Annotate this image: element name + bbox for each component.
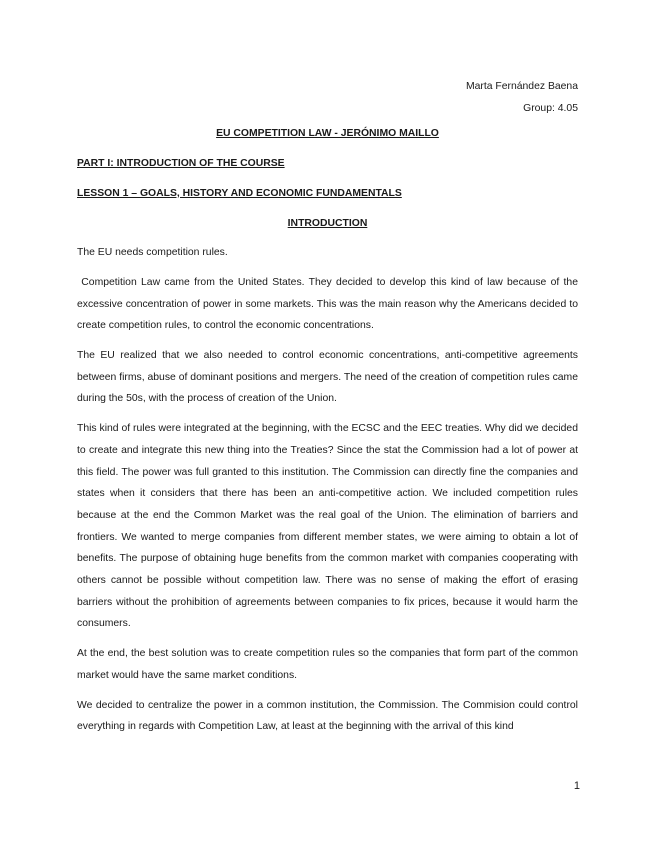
paragraph: This kind of rules were integrated at the beginning, with the ECSC and the EEC treaties. Why did we decided to create and integrate this new thing into the Treaties? Since the stat the Commission had a lot of power at this field. The power was full granted to this institution. The Commission can directly fine the companies and states when it considers that there has been an anti-competitive action. We included competition rules because at the end the Common Market was the real goal of the Union. The elimination of barriers and frontiers. We wanted to merge companies from different member states, we were aiming to obtain a lot of benefits. The purpose of obtaining huge benefits from the common market with companies cooperating with others cannot be possible without competition law. There was no sense of making the effort of erasing barriers without the prohibition of agreements between companies to fix prices, because it would harm the consumers.: [77, 423, 578, 630]
group-label: Group: 4.05: [523, 102, 578, 114]
lesson-heading: LESSON 1 – GOALS, HISTORY AND ECONOMIC FUNDAMENTALS: [77, 187, 402, 199]
paragraph: The EU needs competition rules.: [77, 247, 228, 259]
paragraph: At the end, the best solution was to create competition rules so the companies that form part of the common market would have the same market conditions.: [77, 648, 578, 681]
paragraph: We decided to centralize the power in a common institution, the Commission. The Commision could control everything in regards with Competition Law, at least at the beginning with the arrival of this kind: [77, 699, 578, 733]
page-number: 1: [573, 780, 580, 792]
paragraph: The EU realized that we also needed to control economic concentrations, anti-competitive agreements between firms, abuse of dominant positions and mergers. The need of the creation of competition rules came during the 50s, with the process of creation of the Union.: [77, 350, 578, 405]
paragraph: Competition Law came from the United States. They decided to develop this kind of law because of the excessive concentration of power in some markets. This was the main reason why the Americans decided to create competition rules, to control the economic concentrations.: [77, 276, 578, 332]
page-content: [77, 76, 578, 746]
document-title: EU COMPETITION LAW - JERÓNIMO MAILLO: [216, 128, 439, 140]
part-heading: PART I: INTRODUCTION OF THE COURSE: [77, 158, 285, 170]
author-name: Marta Fernández Baena: [465, 81, 578, 92]
section-heading: INTRODUCTION: [287, 217, 368, 229]
